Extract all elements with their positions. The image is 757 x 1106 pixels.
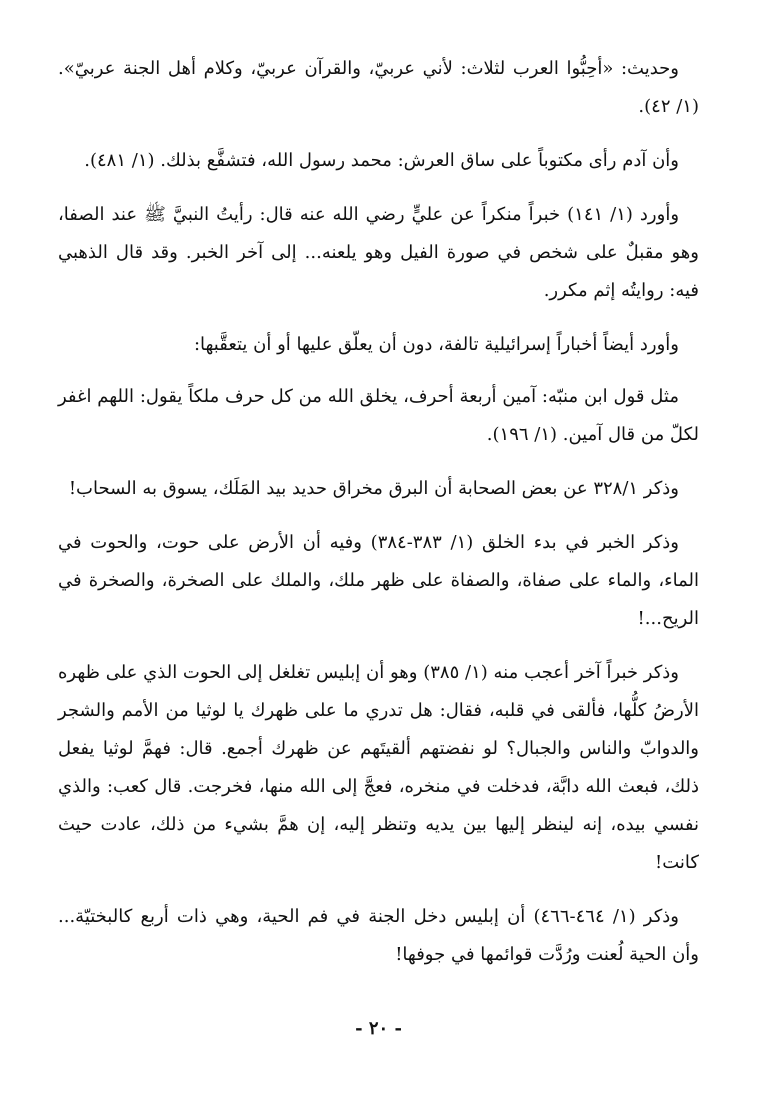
page-number: - ٢٠ - [355,1018,402,1039]
paragraph-iblis-whale: وذكر خبراً آخر أعجب منه (١/ ٣٨٥) وهو أن إبليس تغلغل إلى الحوت الذي على ظهره الأرضُ كلُّها، فألقى في قلبه، فقال: هل تدري ما على ظهرك يا لوثيا من الأمم والشجر والدوابّ والناس والجبال؟ لو نفضتهم ألقيتَهم عن ظهرك أجمع. قال: فهمَّ لوثيا يفعل ذلك، فبعث الله دابَّة، فدخلت في منخره، فعجَّ إلى الله منها، فخرجت. قال كعب: والذي نفسي بيده، إنه لينظر إليها بين يديه وتنظر إليه، إن همَّ بشيء من ذلك، عادت حيث كانت! [58,662,699,873]
paragraph-adam-throne: وأن آدم رأى مكتوباً على ساق العرش: محمد رسول الله، فتشفَّع بذلك. (١/ ٤٨١). [84,150,679,171]
paragraph-amin-letters: مثل قول ابن منبّه: آمين أربعة أحرف، يخلق الله من كل حرف ملكاً يقول: اللهم اغفر لكلّ من قال آمين. (١/ ١٩٦). [58,386,699,445]
paragraph-iblis-serpent: وذكر (١/ ٤٦٤-٤٦٦) أن إبليس دخل الجنة في فم الحية، وهي ذات أربع كالبختيّة... وأن الحية لُعنت ورُدَّت قوائمها في جوفها! [58,906,699,965]
paragraph-lightning: وذكر ٣٢٨/١ عن بعض الصحابة أن البرق مخراق حديد بيد المَلَك، يسوق به السحاب! [68,478,679,499]
paragraph-israiliyyat-intro: وأورد أيضاً أخباراً إسرائيلية تالفة، دون أن يعلّق عليها أو أن يتعقَّبها: [193,334,679,355]
paragraph-creation: وذكر الخبر في بدء الخلق (١/ ٣٨٣-٣٨٤) وفيه أن الأرض على حوت، والحوت في الماء، والماء على صفاة، والصفاة على ظهر ملك، والملك على الصخرة، والصخرة في الريح...! [58,532,699,629]
paragraph-hadith-arabs: وحديث: «أحِبُّوا العرب لثلاث: لأني عربيّ، والقرآن عربيّ، وكلام أهل الجنة عربيّ». (١/ ٤٢). [58,58,699,117]
paragraph-ali-report: وأورد (١/ ١٤١) خبراً منكراً عن عليٍّ رضي الله عنه قال: رأيتُ النبيَّ ﷺ عند الصفا، وهو مقبلٌ على شخص في صورة الفيل وهو يلعنه... إلى آخر الخبر. وقد قال الذهبي فيه: روايتُه إثم مكرر. [58,204,699,301]
page-body [58,50,699,1060]
